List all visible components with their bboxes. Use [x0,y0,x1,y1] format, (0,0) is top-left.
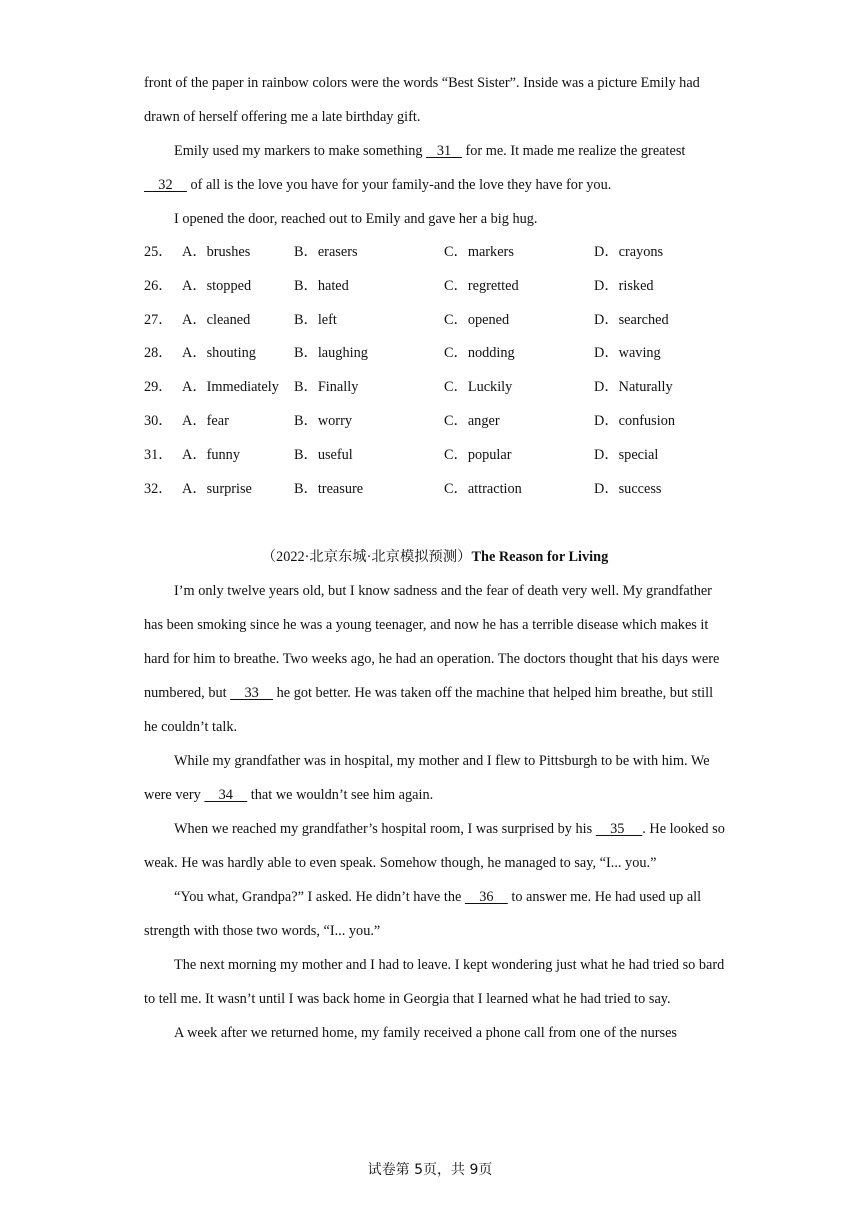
option-b: B．useful [294,446,353,463]
passage-paragraph [144,574,726,744]
text-segment: When we reached my grandfather’s hospital room, I was surprised by his [174,821,596,838]
text-segment: I’m only twelve years old, but I know sadness and the fear of death very well. My grandfather has been smoking since he was a young teenager, and now he has a terrible disease which makes it hard for him to breathe. Two weeks ago, he had an operation. The doctors thought that his days were numbered, but [144,583,720,702]
option-a: A．stopped [182,277,252,294]
section-heading [144,540,726,574]
blank-32: 32 [144,177,187,193]
question-number: 25． [144,244,173,260]
question-number: 26． [144,277,173,294]
text-segment: While my grandfather was in hospital, my mother and I flew to Pittsburgh to be with him. We were very [144,753,710,804]
option-b: B．Finally [294,379,359,396]
option-row [144,337,726,371]
text-segment: . He looked so weak. He was hardly able to even speak. Somehow though, he managed to say, “I... you.” [144,821,725,872]
text-segment: to answer me. He had used up all strength with those two words, “I... you.” [144,889,702,940]
option-c: C．nodding [444,345,515,362]
section-spacer [144,506,726,540]
question-number: 28． [144,345,173,362]
text-segment: “You what, Grandpa?” I asked. He didn’t have the [174,889,465,906]
option-row [144,439,726,473]
passage-paragraph: front of the paper in rainbow colors were the words “Best Sister”. Inside was a picture Emily had drawn of herself offering me a late birthday gift. [144,75,700,125]
options-list [144,236,726,506]
option-c: C．anger [444,412,500,429]
option-d: D．special [594,446,659,463]
option-d: D．crayons [594,244,664,260]
option-a: A．surprise [182,480,252,497]
text-segment: that we wouldn’t see him again. [247,787,434,804]
option-b: B．left [294,311,337,328]
passage-paragraph [144,134,726,202]
text-segment: Emily used my markers to make something [174,143,427,159]
passage-paragraph: The next morning my mother and I had to leave. I kept wondering just what he had tried so bard to tell me. It wasn’t until I was back home in Georgia that I learned what he had tried to say. [144,957,725,1008]
option-a: A．Immediately [182,379,279,396]
passage-paragraph [144,880,726,948]
page-content [144,66,726,1050]
option-a: A．fear [182,412,229,429]
question-number: 30． [144,412,173,429]
option-row [144,371,726,405]
question-number: 32． [144,480,173,497]
question-number: 29． [144,379,173,396]
passage-paragraph [144,812,726,880]
option-row [144,405,726,439]
option-d: D．success [594,480,662,497]
blank-31: 31 [426,143,462,159]
text-segment: he got better. He was taken off the machine that helped him breathe, but still he couldn’t talk. [144,685,714,736]
blank-36: 36 [464,889,508,906]
option-a: A．cleaned [182,311,251,328]
passage-paragraph: I opened the door, reached out to Emily and gave her a big hug. [174,211,538,227]
option-row [144,473,726,507]
section-source: （2022·北京东城·北京模拟预测） [261,549,472,566]
option-d: D．risked [594,277,654,294]
option-row [144,236,726,270]
text-segment: of all is the love you have for your family-and the love they have for you. [186,177,612,193]
question-number: 31． [144,446,173,463]
text-segment: for me. It made me realize the greatest [461,143,686,159]
option-b: B．laughing [294,345,368,362]
page-footer: 试卷第 5页，共 9页 [367,1162,493,1178]
passage-paragraph [144,744,726,812]
option-b: B．hated [294,277,349,294]
option-d: D．searched [594,311,669,328]
option-d: D．waving [594,345,661,362]
option-d: D．Naturally [594,379,673,396]
option-a: A．funny [182,446,240,463]
blank-33: 33 [230,685,274,702]
option-c: C．Luckily [444,379,513,396]
option-c: C．markers [444,244,514,260]
option-row [144,304,726,338]
option-a: A．brushes [182,244,251,260]
option-c: C．regretted [444,277,519,294]
blank-35: 35 [595,821,643,838]
passage-paragraph: A week after we returned home, my family received a phone call from one of the nurses [174,1025,677,1042]
option-c: C．opened [444,311,510,328]
option-b: B．worry [294,412,352,429]
section-title: The Reason for Living [471,549,609,566]
option-b: B．treasure [294,480,364,497]
option-c: C．attraction [444,480,522,497]
question-number: 27． [144,311,173,328]
option-b: B．erasers [294,244,358,260]
option-a: A．shouting [182,345,256,362]
option-c: C．popular [444,446,512,463]
option-row [144,270,726,304]
blank-34: 34 [204,787,248,804]
option-d: D．confusion [594,412,676,429]
